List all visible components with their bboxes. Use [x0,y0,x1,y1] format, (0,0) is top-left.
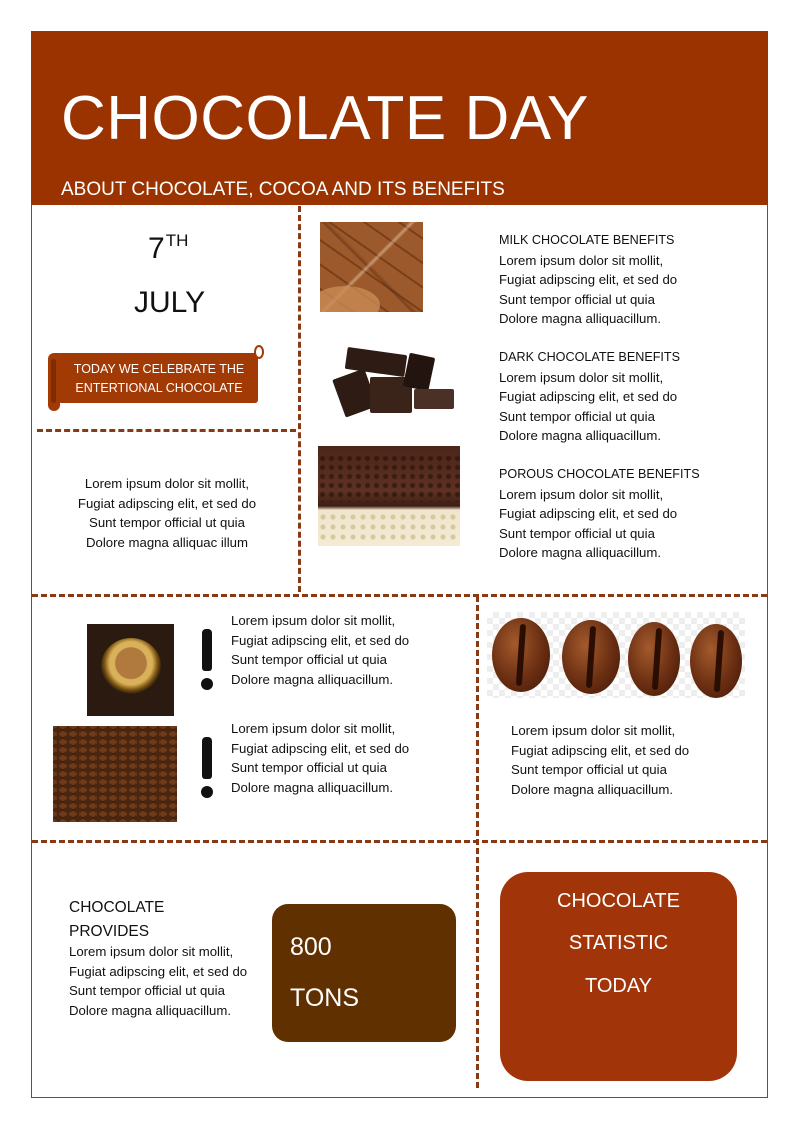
text-line: Dolore magna alliquacillum. [499,545,661,561]
milk-chocolate-image [320,222,423,312]
text-line: Dolore magna alliquacillum. [511,781,673,797]
divider-lower [32,840,767,843]
benefit-title: DARK CHOCOLATE BENEFITS [499,350,681,364]
benefit-milk [499,231,677,329]
text-line: Fugiat adipscing elit, et sed do [499,506,678,522]
banner-line-2: ENTERTIONAL CHOCOLATE [75,381,243,395]
provides-paragraph [69,942,247,1020]
text-line: Sunt tempor official ut quia [69,983,225,999]
beans-paragraph [511,721,689,799]
dark-chocolate-image [320,333,466,429]
page-title: CHOCOLATE DAY [61,84,589,153]
benefit-title: MILK CHOCOLATE BENEFITS [499,233,675,247]
heading-line: CHOCOLATE [69,899,165,916]
text-line: Lorem ipsum dolor sit mollit, [499,486,664,502]
statistic-title-line: STATISTIC [568,932,669,954]
exclamation-icon [200,737,214,801]
statistic-title-line: CHOCOLATE [557,890,680,912]
text-line: Dolore magna alliquacillum. [499,428,661,444]
header-banner [31,31,768,205]
text-line: Sunt tempor official ut quia [499,408,655,424]
text-line: Dolore magna alliquacillum. [231,671,393,687]
date-day: 7TH [148,231,189,265]
cocoa-bean-image [562,620,620,694]
benefit-dark [499,348,680,446]
exclamation-icon [200,629,214,693]
text-line: Lorem ipsum dolor sit mollit, [231,721,396,736]
text-line: Fugiat adipscing elit, et sed do [231,740,410,756]
cocoa-bean-image [628,622,680,696]
divider-date-section [37,429,296,432]
date-month: JULY [134,286,206,319]
text-line: Fugiat adipscing elit, et sed do [231,632,410,648]
date-suffix: TH [165,231,189,250]
text-line: Sunt tempor official ut quia [231,652,387,668]
statistic-title-line: TODAY [584,975,653,997]
text-line: Dolore magna alliquac illum [86,534,248,550]
banner-curl-right [254,345,264,359]
banner-text [64,360,254,398]
text-line: Dolore magna alliquacillum. [231,779,393,795]
banner-curl-left [48,353,60,411]
heading-line: PROVIDES [69,923,150,940]
text-line: Fugiat adipscing elit, et sed do [77,495,257,511]
cocoa-bean-image [690,624,742,698]
benefit-title: POROUS CHOCOLATE BENEFITS [499,467,700,481]
text-line: Sunt tempor official ut quia [231,760,387,776]
coffee-cup-image [87,624,174,716]
porous-chocolate-image [318,446,460,546]
text-line: Lorem ipsum dolor sit mollit, [499,252,664,268]
statistic-unit: TONS [290,984,359,1012]
benefit-porous [499,465,700,563]
text-line: Dolore magna alliquacillum. [69,1002,231,1018]
banner-line-1: TODAY WE CELEBRATE THE [73,362,245,376]
coffee-paragraph-2 [231,719,409,797]
text-line: Sunt tempor official ut quia [89,515,245,531]
divider-vertical-top [298,206,301,592]
text-line: Lorem ipsum dolor sit mollit, [231,613,396,628]
divider-middle [32,594,767,597]
text-line: Sunt tempor official ut quia [499,525,655,541]
coffee-beans-image [53,726,177,822]
cocoa-bean-image [492,618,550,692]
statistic-value-box [272,904,456,1042]
coffee-paragraph-1 [231,611,409,689]
text-line: Lorem ipsum dolor sit mollit, [511,723,676,738]
text-line: Lorem ipsum dolor sit mollit, [499,369,664,385]
text-line: Dolore magna alliquacillum. [499,311,661,327]
text-line: Lorem ipsum dolor sit mollit, [84,476,250,491]
statistic-value: 800 [290,933,332,961]
text-line: Sunt tempor official ut quia [511,762,667,778]
text-line: Lorem ipsum dolor sit mollit, [69,944,234,959]
celebration-banner [48,349,264,411]
statistic-title-box [500,872,737,1081]
text-line: Sunt tempor official ut quia [499,291,655,307]
text-line: Fugiat adipscing elit, et sed do [69,963,248,979]
page-subtitle: ABOUT CHOCOLATE, COCOA AND ITS BENEFITS [61,179,505,200]
text-line: Fugiat adipscing elit, et sed do [499,272,678,288]
text-line: Fugiat adipscing elit, et sed do [499,389,678,405]
text-line: Fugiat adipscing elit, et sed do [511,742,690,758]
provides-heading [69,896,164,944]
intro-paragraph [68,474,266,552]
